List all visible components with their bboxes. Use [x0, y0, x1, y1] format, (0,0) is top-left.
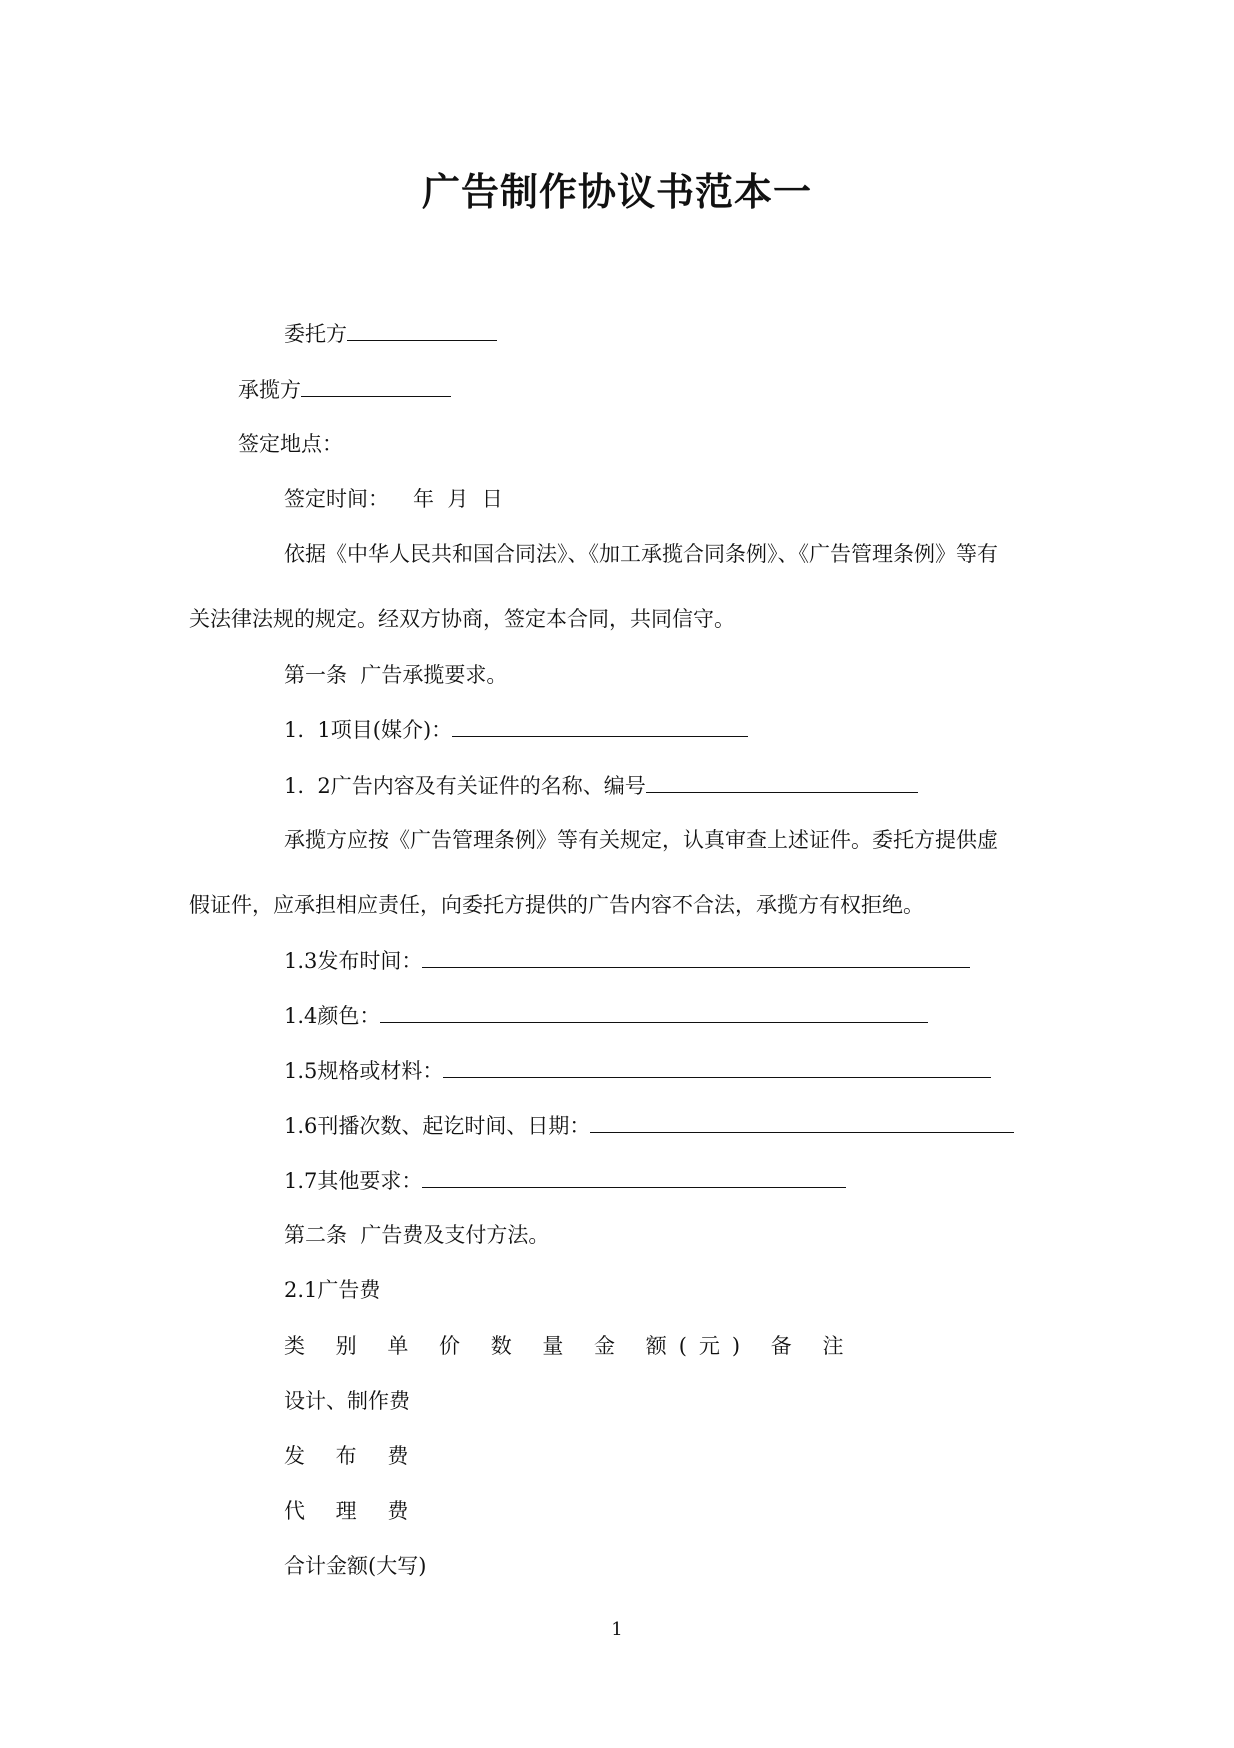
item-1-4-label: 1.4颜色：: [284, 1004, 381, 1028]
item-1-6-line: [284, 1110, 1014, 1141]
item-1-5-label: 1.5规格或材料：: [284, 1059, 444, 1083]
sign-place-line: [238, 429, 343, 459]
page-number: 1: [611, 1619, 623, 1640]
item-1-2-blank: [646, 770, 918, 793]
review-line-1: 承揽方应按《广告管理条例》等有关规定，认真审查上述证件。委托方提供虚: [284, 828, 998, 852]
item-1-2-line: [284, 770, 918, 801]
item-1-1-blank: [452, 714, 748, 737]
item-1-7-blank: [422, 1165, 846, 1188]
document-title: 广告制作协议书范本一: [421, 170, 812, 214]
item-1-5-line: [284, 1055, 991, 1086]
item-1-4-line: [284, 1000, 928, 1031]
article-1-heading: 第一条 广告承揽要求。: [284, 663, 508, 687]
fee-row-agency: 代 理 费: [284, 1499, 421, 1523]
sign-time-date: 年 月 日: [413, 487, 503, 511]
fee-row-publish: 发 布 费: [284, 1444, 421, 1468]
preamble-line-2: 关法律法规的规定。经双方协商，签定本合同，共同信守。: [189, 607, 735, 631]
preamble-line-1: 依据《中华人民共和国合同法》、《加工承揽合同条例》、《广告管理条例》等有: [284, 542, 998, 566]
item-2-1-label: 2.1广告费: [284, 1278, 381, 1302]
fee-total-label: 合计金额(大写): [284, 1554, 427, 1578]
client-label: 委托方: [284, 322, 347, 346]
item-1-6-blank: [590, 1110, 1014, 1133]
item-1-5-blank: [443, 1055, 991, 1078]
fee-table-header: 类 别 单 价 数 量 金 额(元) 备 注: [284, 1334, 856, 1358]
sign-place-label: 签定地点：: [238, 432, 343, 456]
fee-row-design: 设计、制作费: [284, 1389, 410, 1413]
item-1-3-line: [284, 945, 970, 976]
sign-time-label: 签定时间：: [284, 487, 389, 511]
review-line-2: 假证件，应承担相应责任，向委托方提供的广告内容不合法，承揽方有权拒绝。: [189, 893, 924, 917]
item-1-3-label: 1.3发布时间：: [284, 949, 423, 973]
article-2-heading: 第二条 广告费及支付方法。: [284, 1223, 550, 1247]
item-1-3-blank: [422, 945, 970, 968]
item-1-4-blank: [380, 1000, 928, 1023]
item-1-2-label: 1. 2广告内容及有关证件的名称、编号: [284, 774, 646, 798]
contractor-line: [238, 374, 451, 405]
contractor-blank: [301, 374, 451, 397]
item-1-1-label: 1. 1项目(媒介)：: [284, 718, 453, 742]
client-line: [284, 318, 497, 349]
item-1-6-label: 1.6刊播次数、起讫时间、日期：: [284, 1114, 591, 1138]
item-1-1-line: [284, 714, 748, 745]
client-blank: [347, 318, 497, 341]
sign-time-line: [284, 484, 503, 514]
contractor-label: 承揽方: [238, 378, 301, 402]
item-1-7-label: 1.7其他要求：: [284, 1169, 423, 1193]
item-1-7-line: [284, 1165, 846, 1196]
